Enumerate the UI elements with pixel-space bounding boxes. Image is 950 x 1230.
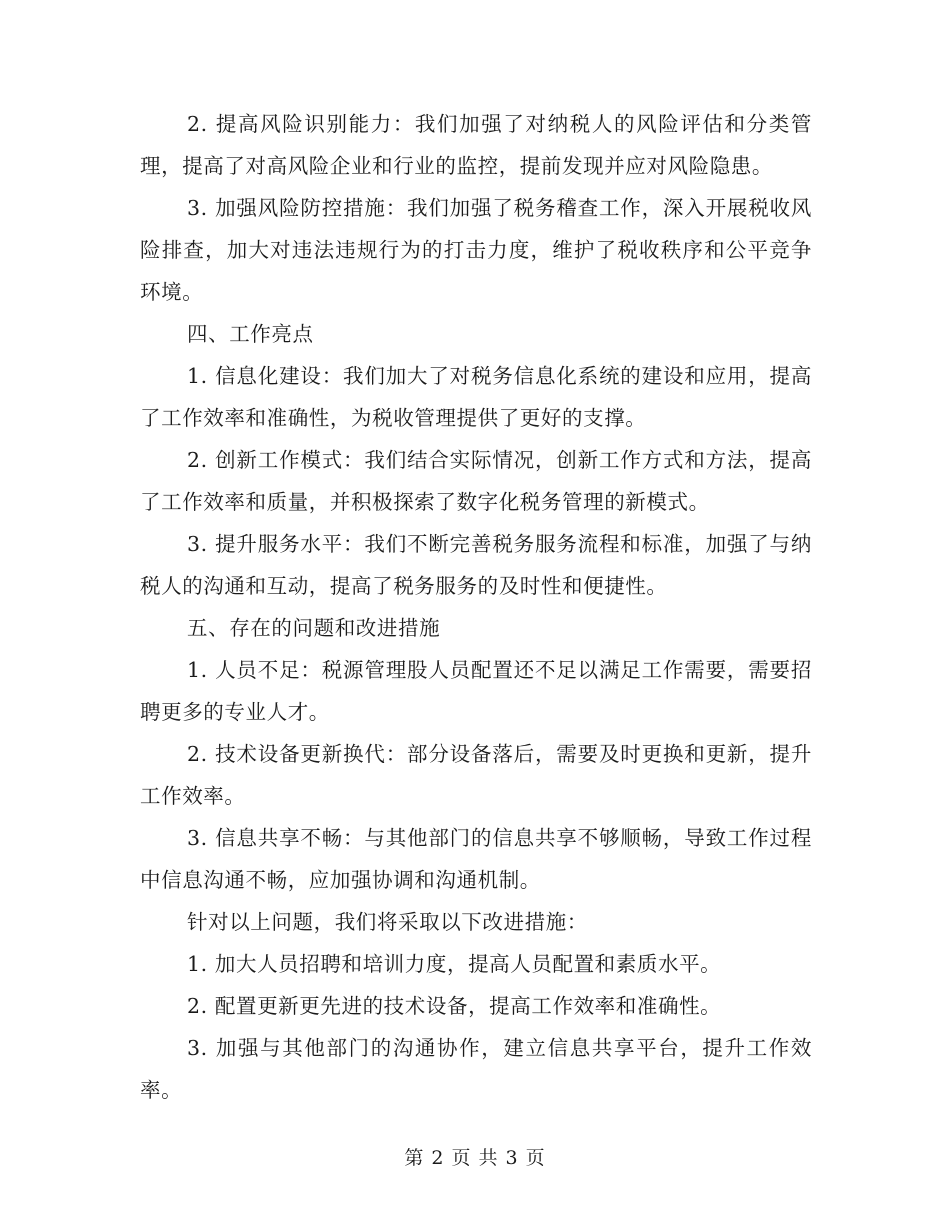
section-heading-highlights: 四、工作亮点 bbox=[187, 322, 314, 346]
paragraph-measure-collaboration: 3. 加强与其他部门的沟通协作，建立信息共享平台，提升工作效率。 bbox=[140, 1036, 812, 1102]
paragraph-measure-recruitment: 1. 加大人员招聘和培训力度，提高人员配置和素质水平。 bbox=[187, 952, 722, 976]
paragraph-measure-equipment: 2. 配置更新更先进的技术设备，提高工作效率和准确性。 bbox=[187, 994, 722, 1018]
paragraph-info-sharing: 3. 信息共享不畅：与其他部门的信息共享不够顺畅，导致工作过程中信息沟通不畅，应加强协调和沟通机制。 bbox=[140, 826, 812, 892]
paragraph-service-level: 3. 提升服务水平：我们不断完善税务服务流程和标准，加强了与纳税人的沟通和互动，提高了税务服务的及时性和便捷性。 bbox=[140, 532, 812, 598]
paragraph-equipment: 2. 技术设备更新换代：部分设备落后，需要及时更换和更新，提升工作效率。 bbox=[140, 742, 812, 808]
page-number-footer: 第 2 页 共 3 页 bbox=[404, 1147, 546, 1169]
document-body bbox=[140, 103, 812, 1111]
section-heading-problems: 五、存在的问题和改进措施 bbox=[187, 616, 441, 640]
paragraph-measures-intro: 针对以上问题，我们将采取以下改进措施： bbox=[187, 910, 588, 934]
paragraph-staff-shortage: 1. 人员不足：税源管理股人员配置还不足以满足工作需要，需要招聘更多的专业人才。 bbox=[140, 658, 812, 724]
paragraph-risk-identification: 2. 提高风险识别能力：我们加强了对纳税人的风险评估和分类管理，提高了对高风险企业和行业的监控，提前发现并应对风险隐患。 bbox=[140, 112, 812, 178]
paragraph-innovation: 2. 创新工作模式：我们结合实际情况，创新工作方式和方法，提高了工作效率和质量，并积极探索了数字化税务管理的新模式。 bbox=[140, 448, 812, 514]
paragraph-informatization: 1. 信息化建设：我们加大了对税务信息化系统的建设和应用，提高了工作效率和准确性，为税收管理提供了更好的支撑。 bbox=[140, 364, 812, 430]
paragraph-risk-control: 3. 加强风险防控措施：我们加强了税务稽查工作，深入开展税收风险排查，加大对违法违规行为的打击力度，维护了税收秩序和公平竞争环境。 bbox=[140, 196, 812, 304]
